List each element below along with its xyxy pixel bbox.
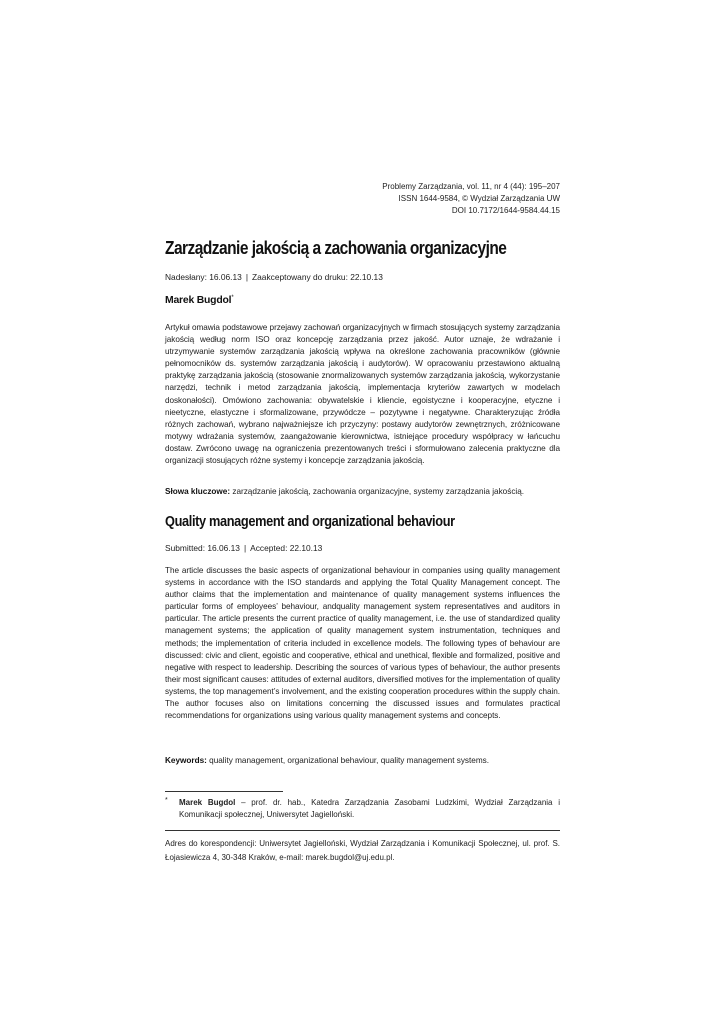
abstract-en: The article discusses the basic aspects of organizational behaviour in companies using quality management systems in accordance with the ISO standards and applying the Total Quality Management concept. The author claims that the implementation and maintenance of quality management systems influences the particular forms of employees’ behaviour, andquality management system representatives and auditors in particular. The article presents the current practice of quality management, i.e. the use of standardized quality management systems; the application of quality management system instrumentation, techniques and methods; the implementation of criteria included in excellence models. The following types of behaviour are discussed: civic and client, egoistic and cooperative, ethical and unethical, flexible and formalized, positive and negative with respect to leadership. Describing the sources of various types of behaviour, the author presents their most significant causes: attitudes of external auditors, diversified motives for the implementation of quality systems, the top management’s involvement, and the existing cooperation procedures within the supply chain. The author focuses also on limitations concerning the discussed issues and formulates practical recommendations for organizations using various quality management systems and concepts. (165, 566, 560, 721)
keywords-text-pl: zarządzanie jakością, zachowania organizacyjne, systemy zarządzania jakością. (232, 487, 525, 496)
keywords-pl (165, 486, 560, 498)
keywords-en (165, 755, 560, 767)
keywords-label-pl: Słowa kluczowe: (165, 487, 231, 496)
footnote-mark: * (165, 797, 168, 804)
article-title-pl: Zarządzanie jakością a zachowania organizacyjne (165, 238, 507, 258)
footnote-body (179, 797, 560, 821)
keywords-text-en: quality management, organizational behaviour, quality management systems. (209, 756, 490, 765)
accepted-date-pl: Zaakceptowany do druku: 22.10.13 (252, 272, 383, 282)
accepted-date-en: Accepted: 22.10.13 (250, 543, 323, 553)
address-divider (165, 830, 560, 831)
submitted-date-pl: Nadesłany: 16.06.13 (165, 272, 242, 282)
footnote-author-name: Marek Bugdol (179, 798, 236, 807)
date-separator: | (243, 543, 247, 553)
submitted-date-en: Submitted: 16.06.13 (165, 543, 240, 553)
author-footnote (165, 797, 560, 821)
footnote-divider (165, 791, 283, 792)
journal-issn: ISSN 1644-9584, © Wydział Zarządzania UW (398, 193, 560, 203)
journal-citation: Problemy Zarządzania, vol. 11, nr 4 (44): 195–207 (382, 182, 560, 191)
author-footnote-mark: * (231, 295, 234, 301)
author-name: Marek Bugdol* (165, 295, 234, 306)
correspondence-address: Adres do korespondencji: Uniwersytet Jagielloński, Wydział Zarządzania i Komunikacji Społecznej, ul. prof. S. Łojasiewicza 4, 30-348 Kraków, e-mail: marek.bugdol@uj.edu.pl. (165, 839, 560, 862)
footnote-affiliation: – prof. dr. hab., Katedra Zarządzania Zasobami Ludzkimi, Wydział Zarządzania i Komunikacji społecznej, Uniwersytet Jagielloński. (179, 798, 560, 819)
abstract-pl: Artykuł omawia podstawowe przejawy zachowań organizacyjnych w firmach stosujących systemy zarządzania jakością według norm ISO oraz koncepcję zarządzania przez jakość. Autor uznaje, że wdrażanie i utrzymywanie systemów zarządzania jakością wpływa na określone zachowania pracowników (głównie pełnomocników ds. systemów zarządzania jakością i audytorów). W opracowaniu przestawiono aktualną praktykę zarządzania jakością (stosowanie znormalizowanych systemów zarządzania jakością, wykorzystanie narzędzi, technik i metod zarządzania jakością, implementacja kryteriów zawartych w modelach doskonałości). Omówiono zachowania: obywatelskie i kliencie, egoistyczne i kooperacyjne, etyczne i nieetyczne, elastyczne i sformalizowane, przywódcze – pozytywne i negatywne. Charakteryzując źródła różnych zachowań, wybrano najważniejsze ich przyczyny: postawy audytorów zewnętrznych, zróżnicowane motywy wdrażania systemów, zaangażowanie kierownictwa, istniejące procedury współpracy w łańcuchu dostaw. Zwrócono uwagę na ograniczenia prezentowanych treści i sformułowano zalecenia praktyczne dla organizacji stosujących różne systemy i koncepcje zarządzania jakością. (165, 323, 560, 466)
date-separator: | (245, 272, 249, 282)
journal-doi: DOI 10.7172/1644-9584.44.15 (451, 205, 560, 215)
dates-en (165, 543, 322, 553)
article-title-en: Quality management and organizational behaviour (165, 514, 455, 530)
dates-pl (165, 272, 383, 282)
journal-info (165, 181, 560, 216)
keywords-label-en: Keywords: (165, 756, 207, 765)
